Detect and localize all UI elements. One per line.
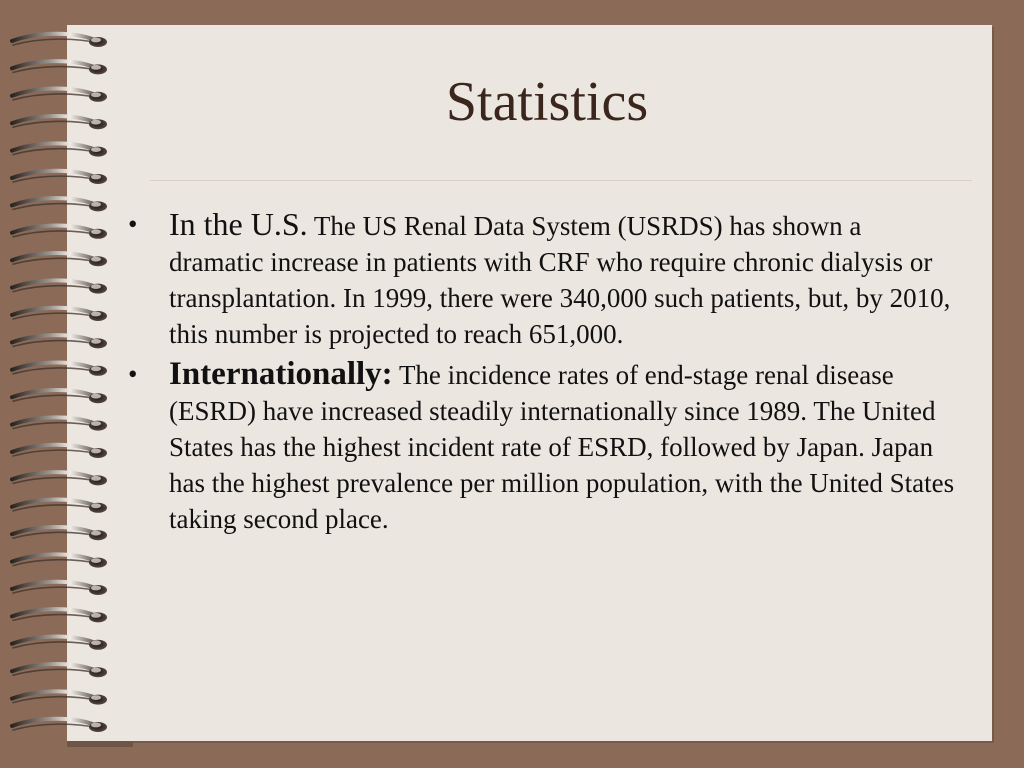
spiral-coil-icon [12, 253, 107, 266]
bullet-lead: Internationally: [169, 356, 393, 392]
spiral-coil-icon [12, 664, 107, 677]
spiral-coil-icon [12, 171, 107, 184]
bullet-item-international [126, 356, 956, 537]
spiral-coil-icon [12, 554, 107, 567]
spiral-coil-icon [12, 198, 107, 211]
spiral-coil-icon [12, 335, 107, 348]
spiral-coil-icon [12, 719, 107, 732]
spiral-coil-icon [12, 609, 107, 622]
spiral-coil-icon [12, 143, 107, 156]
spiral-coil-icon [12, 691, 107, 704]
spiral-coil-icon [12, 582, 107, 595]
spiral-coil-icon [12, 308, 107, 321]
spiral-coil-icon [12, 527, 107, 540]
bullet-dot-icon: • [128, 209, 138, 239]
bullet-text: The US Renal Data System (USRDS) has shown a dramatic increase in patients with CRF who require chronic dialysis or transplantation. In 1999, there were 340,000 such patients, but, by 2010, this number is projected to reach 651,000. [169, 211, 951, 349]
spiral-coil-icon [12, 472, 107, 485]
bullet-lead: In the U.S. [169, 206, 308, 242]
spiral-coil-icon [12, 500, 107, 513]
bullet-dot-icon: • [128, 359, 138, 389]
spiral-coil-icon [12, 226, 107, 239]
spiral-coil-icon [12, 390, 107, 403]
spiral-coil-icon [12, 445, 107, 458]
bullet-item-us [126, 206, 956, 352]
spiral-coil-icon [12, 637, 107, 650]
spiral-coil-icon [12, 280, 107, 293]
spiral-coil-icon [12, 34, 107, 47]
title-divider [150, 180, 972, 181]
spiral-coil-icon [12, 363, 107, 376]
bullet-list [126, 206, 956, 541]
spiral-coil-icon [12, 417, 107, 430]
bullet-text: The incidence rates of end-stage renal disease (ESRD) have increased steadily internationally since 1989. The United States has the highest incident rate of ESRD, followed by Japan. Japan has the highest prevalence per million population, with the United States taking second place. [169, 360, 955, 534]
slide-title: Statistics [445, 71, 649, 133]
